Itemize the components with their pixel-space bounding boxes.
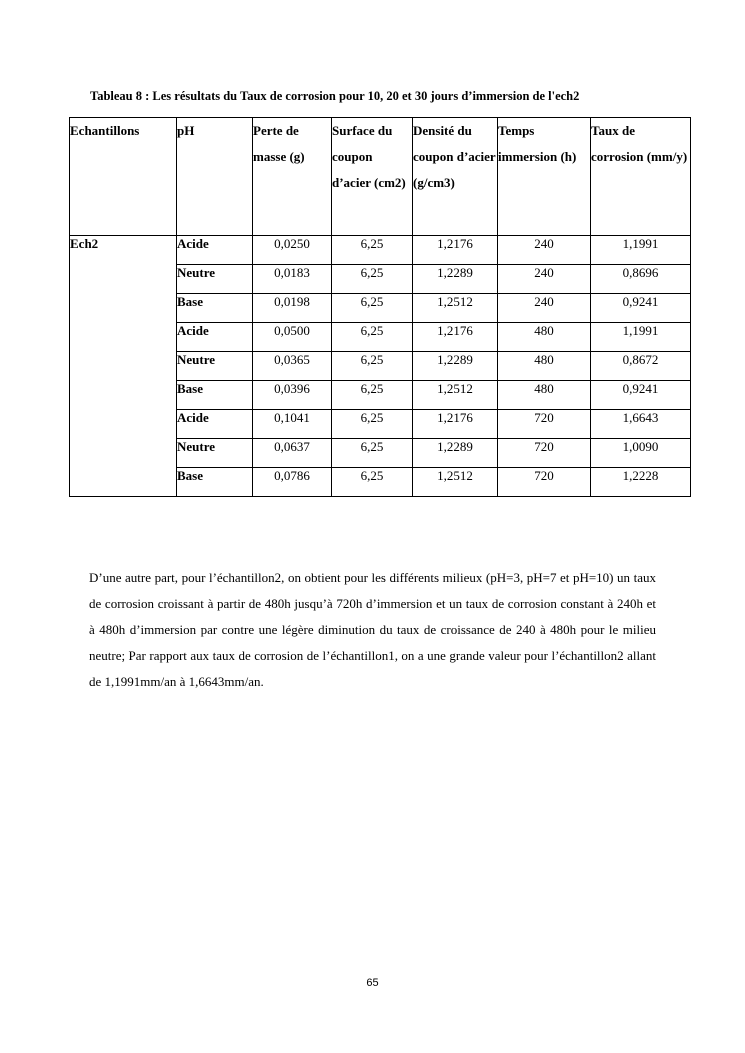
header-surface: Surface du coupon d’acier (cm2) <box>332 118 413 236</box>
cell-densite: 1,2176 <box>413 236 498 265</box>
cell-sample: Ech2 <box>70 236 177 497</box>
cell-temps-immersion: 480 <box>498 323 591 352</box>
cell-temps-immersion: 720 <box>498 439 591 468</box>
cell-surface: 6,25 <box>332 381 413 410</box>
cell-perte-de-masse: 0,0396 <box>253 381 332 410</box>
cell-perte-de-masse: 0,0365 <box>253 352 332 381</box>
cell-temps-immersion: 480 <box>498 381 591 410</box>
cell-temps-immersion: 720 <box>498 468 591 497</box>
cell-perte-de-masse: 0,0786 <box>253 468 332 497</box>
cell-ph: Neutre <box>177 439 253 468</box>
page-number: 65 <box>366 977 379 989</box>
cell-taux-de-corrosion: 0,9241 <box>591 294 691 323</box>
cell-temps-immersion: 240 <box>498 236 591 265</box>
cell-densite: 1,2176 <box>413 410 498 439</box>
cell-taux-de-corrosion: 1,2228 <box>591 468 691 497</box>
cell-densite: 1,2512 <box>413 294 498 323</box>
cell-densite: 1,2289 <box>413 352 498 381</box>
cell-densite: 1,2512 <box>413 381 498 410</box>
cell-temps-immersion: 720 <box>498 410 591 439</box>
cell-ph: Acide <box>177 410 253 439</box>
cell-perte-de-masse: 0,0637 <box>253 439 332 468</box>
cell-surface: 6,25 <box>332 323 413 352</box>
cell-ph: Acide <box>177 323 253 352</box>
header-taux-de-corrosion: Taux de corrosion (mm/y) <box>591 118 691 236</box>
cell-surface: 6,25 <box>332 294 413 323</box>
cell-ph: Neutre <box>177 265 253 294</box>
table-row <box>70 236 691 265</box>
cell-surface: 6,25 <box>332 236 413 265</box>
cell-ph: Base <box>177 294 253 323</box>
cell-perte-de-masse: 0,0183 <box>253 265 332 294</box>
cell-surface: 6,25 <box>332 468 413 497</box>
cell-densite: 1,2176 <box>413 323 498 352</box>
cell-temps-immersion: 240 <box>498 294 591 323</box>
cell-perte-de-masse: 0,1041 <box>253 410 332 439</box>
table-header-row <box>70 118 691 236</box>
cell-taux-de-corrosion: 0,8672 <box>591 352 691 381</box>
cell-perte-de-masse: 0,0500 <box>253 323 332 352</box>
header-densite: Densité du coupon d’acier (g/cm3) <box>413 118 498 236</box>
cell-ph: Neutre <box>177 352 253 381</box>
cell-surface: 6,25 <box>332 265 413 294</box>
cell-temps-immersion: 240 <box>498 265 591 294</box>
cell-taux-de-corrosion: 1,1991 <box>591 236 691 265</box>
cell-ph: Acide <box>177 236 253 265</box>
analysis-paragraph: D’une autre part, pour l’échantillon2, on obtient pour les différents milieux (pH=3, pH=7 et pH=10) un taux de corrosion croissant à partir de 480h jusqu’à 720h d’immersion et un taux de corrosion constant à 240h et à 480h d’immersion par contre une légère diminution du taux de croissance de 240 à 480h pour le milieu neutre; Par rapport aux taux de corrosion de l’échantillon1, on a une grande valeur pour l’échantillon2 allant de 1,1991mm/an à 1,6643mm/an. <box>89 570 656 689</box>
cell-taux-de-corrosion: 1,0090 <box>591 439 691 468</box>
cell-densite: 1,2289 <box>413 265 498 294</box>
cell-perte-de-masse: 0,0250 <box>253 236 332 265</box>
cell-surface: 6,25 <box>332 352 413 381</box>
cell-taux-de-corrosion: 1,6643 <box>591 410 691 439</box>
header-temps-immersion: Temps immersion (h) <box>498 118 591 236</box>
cell-perte-de-masse: 0,0198 <box>253 294 332 323</box>
header-perte-de-masse: Perte de masse (g) <box>253 118 332 236</box>
cell-taux-de-corrosion: 0,9241 <box>591 381 691 410</box>
cell-surface: 6,25 <box>332 410 413 439</box>
cell-ph: Base <box>177 381 253 410</box>
table-caption: Tableau 8 : Les résultats du Taux de corrosion pour 10, 20 et 30 jours d’immersion de l'ech2 <box>90 89 580 103</box>
cell-taux-de-corrosion: 1,1991 <box>591 323 691 352</box>
cell-densite: 1,2289 <box>413 439 498 468</box>
header-echantillons: Echantillons <box>70 118 177 236</box>
corrosion-results-table <box>69 117 691 497</box>
header-ph: pH <box>177 118 253 236</box>
cell-taux-de-corrosion: 0,8696 <box>591 265 691 294</box>
cell-surface: 6,25 <box>332 439 413 468</box>
cell-ph: Base <box>177 468 253 497</box>
cell-densite: 1,2512 <box>413 468 498 497</box>
cell-temps-immersion: 480 <box>498 352 591 381</box>
